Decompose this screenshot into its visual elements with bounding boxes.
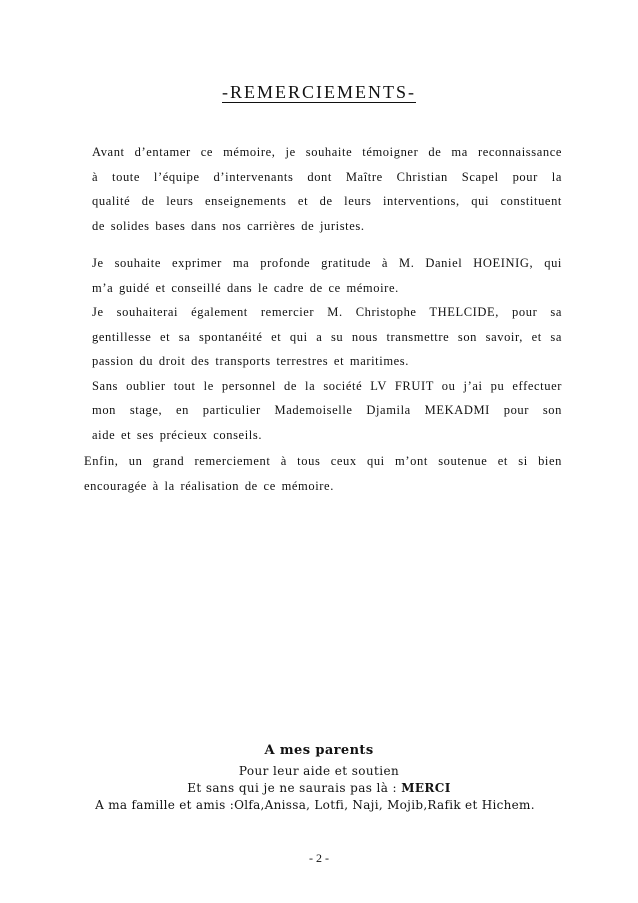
paragraph-line: à toute l’équipe d’intervenants dont Maître Christian Scapel pour la <box>92 169 562 184</box>
paragraph-line: mon stage, en particulier Mademoiselle Djamila MEKADMI pour son <box>92 403 562 417</box>
paragraph-line: gentillesse et sa spontanéité et qui a su nous transmettre son savoir, et sa <box>92 329 562 344</box>
paragraph-line: m’a guidé et conseillé dans le cadre de ce mémoire. <box>92 280 399 295</box>
paragraph-line: qualité de leurs enseignements et de leurs interventions, qui constituent <box>92 194 562 208</box>
paragraph-line: Sans oublier tout le personnel de la société LV FRUIT ou j’ai pu effectuer <box>92 378 562 393</box>
dedication-line: A ma famille et amis :Olfa,Anissa, Lotfi, Naji, Mojib,Rafik et Hichem. <box>95 798 535 812</box>
paragraph-line: Avant d’entamer ce mémoire, je souhaite témoigner de ma reconnaissance <box>92 145 562 159</box>
dedication-text: Et sans qui je ne saurais pas là : <box>187 781 402 795</box>
paragraph-line: passion du droit des transports terrestres et maritimes. <box>92 354 409 368</box>
merci-text: MERCI <box>401 781 451 795</box>
page-number: - 2 - <box>309 851 329 865</box>
paragraph-line: aide et ses précieux conseils. <box>92 427 263 442</box>
dedication-line <box>0 781 638 795</box>
paragraph-final <box>84 449 562 498</box>
paragraph-line: de solides bases dans nos carrières de juristes. <box>92 218 365 233</box>
page-title-text: -REMERCIEMENTS- <box>222 82 416 102</box>
dedication-line: Pour leur aide et soutien <box>238 764 400 778</box>
page-title <box>0 82 638 103</box>
paragraph-line: Je souhaiterai également remercier M. Christophe THELCIDE, pour sa <box>92 305 562 319</box>
paragraph-line: Je souhaite exprimer ma profonde gratitude à M. Daniel HOEINIG, qui <box>92 256 562 270</box>
paragraph-thanks <box>92 251 562 447</box>
paragraph-line: Enfin, un grand remerciement à tous ceux qui m’ont soutenue et si bien <box>84 454 562 468</box>
paragraph-line: encouragée à la réalisation de ce mémoire. <box>84 478 334 493</box>
dedication-heading: A mes parents <box>264 743 374 758</box>
paragraph-intro <box>92 140 562 238</box>
